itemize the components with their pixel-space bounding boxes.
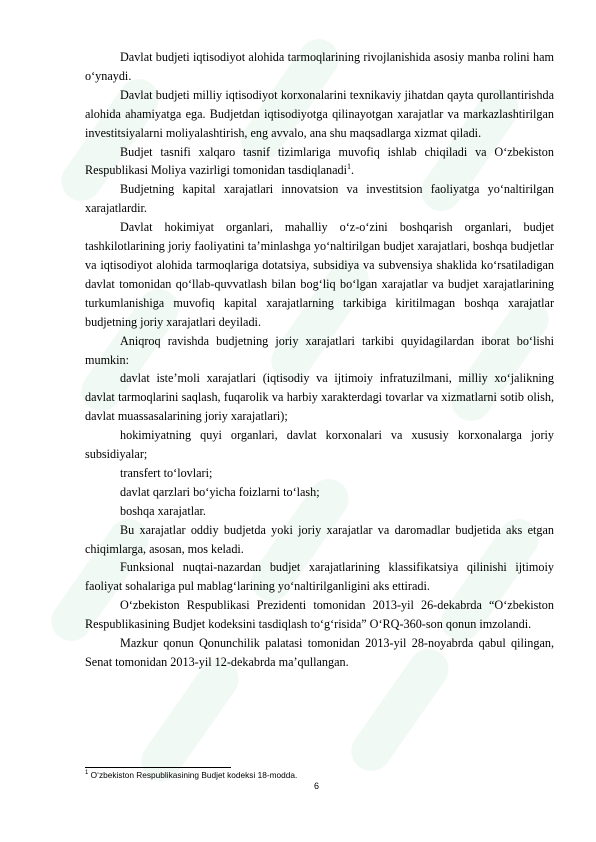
paragraph: Budjetning kapital xarajatlari innovatsion va investitsion faoliyatga yo‘naltirilgan xarajatlardir. bbox=[85, 182, 554, 216]
paragraph-with-footnote bbox=[85, 143, 554, 181]
footnote bbox=[85, 770, 554, 781]
paragraph-text: Budjet tasnifi xalqaro tasnif tizimlariga muvofiq ishlab chiqiladi va O‘zbekiston Respublikasi Moliya vazirligi tomonidan tasdiqlanadi bbox=[85, 144, 554, 178]
list-item: davlat qarzlari bo‘yicha foizlarni to‘lash; bbox=[120, 484, 320, 499]
paragraph: Davlat budjeti milliy iqtisodiyot korxonalarini texnikaviy jihatdan qayta qurollantirishda alohida ahamiyatga ega. Budjetdan iqtisodiyotga qilinayotgan xarajatlar va markazlashtirilgan investitsiyalarni moliyalashtirish, eng avvalo, ana shu maqsadlarga xizmat qiladi. bbox=[85, 87, 554, 140]
page-number: 6 bbox=[314, 781, 320, 791]
paragraph: Funksional nuqtai-nazardan budjet xarajatlarining klassifikatsiya qilinishi ijtimoiy faoliyat sohalariga pul mablag‘larining yo‘naltirilganligini aks ettiradi. bbox=[85, 560, 554, 594]
list-item: hokimiyatning quyi organlari, davlat korxonalari va xususiy korxonalarga joriy subsidiyalar; bbox=[85, 428, 554, 462]
list-item: boshqa xarajatlar. bbox=[120, 503, 206, 518]
paragraph: Davlat hokimiyat organlari, mahalliy o‘z-o‘zini boshqarish organlari, budjet tashkilotlarining joriy faoliyatini ta’minlashga yo‘naltirilgan budjet xarajatlari, boshqa budjetlar va iqtisodiyot alohida tarmoqlariga dotatsiya, subsidiya va subvensiya shaklida ko‘rsatiladigan davlat tomonidan qo‘llab-quvvatlash bilan bog‘liq bo‘lgan xarajatlar va budjet xarajatlarining turkumlanishiga muvofiq kapital xarajatlarning tarkibiga kiritilmagan boshqa xarajatlar budjetning joriy xarajatlari deyiladi. bbox=[85, 220, 554, 329]
paragraph: Aniqroq ravishda budjetning joriy xarajatlari tarkibi quyidagilardan iborat bo‘lishi mumkin: bbox=[85, 333, 554, 367]
footnote-marker: 1 bbox=[85, 770, 89, 777]
paragraph-suffix: . bbox=[351, 163, 355, 178]
footnote-divider bbox=[85, 767, 231, 768]
footnote-reference[interactable]: 1 bbox=[347, 162, 351, 172]
list-item: davlat iste’moli xarajatlari (iqtisodiy va ijtimoiy infratuzilmani, milliy xo‘jalikning davlat tarmoqlarini saqlash, fuqarolik va harbiy xarakterdagi tovarlar va xizmatlarni sotib olish, davlat muassasalarining joriy xarajatlari); bbox=[85, 371, 554, 424]
list-item: transfert to‘lovlari; bbox=[120, 465, 213, 480]
paragraph: Davlat budjeti iqtisodiyot alohida tarmoqlarining rivojlanishida asosiy manba rolini ham o‘ynaydi. bbox=[85, 50, 554, 83]
paragraph: Mazkur qonun Qonunchilik palatasi tomonidan 2013-yil 28-noyabrda qabul qilingan, Senat tomonidan 2013-yil 12-dekabrda ma’qullangan. bbox=[85, 636, 554, 669]
paragraph: Bu xarajatlar oddiy budjetda yoki joriy xarajatlar va daromadlar budjetida aks etgan chiqimlarga, asosan, mos keladi. bbox=[85, 522, 554, 556]
document-body bbox=[85, 48, 554, 672]
footnote-text: O‘zbekiston Respublikasining Budjet kodeksi 18-modda. bbox=[88, 770, 298, 780]
paragraph: O‘zbekiston Respublikasi Prezidenti tomonidan 2013-yil 26-dekabrda “O‘zbekiston Respublikasining Budjet kodeksini tasdiqlash to‘g‘risida” O‘RQ-360-son qonun imzolandi. bbox=[85, 598, 554, 632]
